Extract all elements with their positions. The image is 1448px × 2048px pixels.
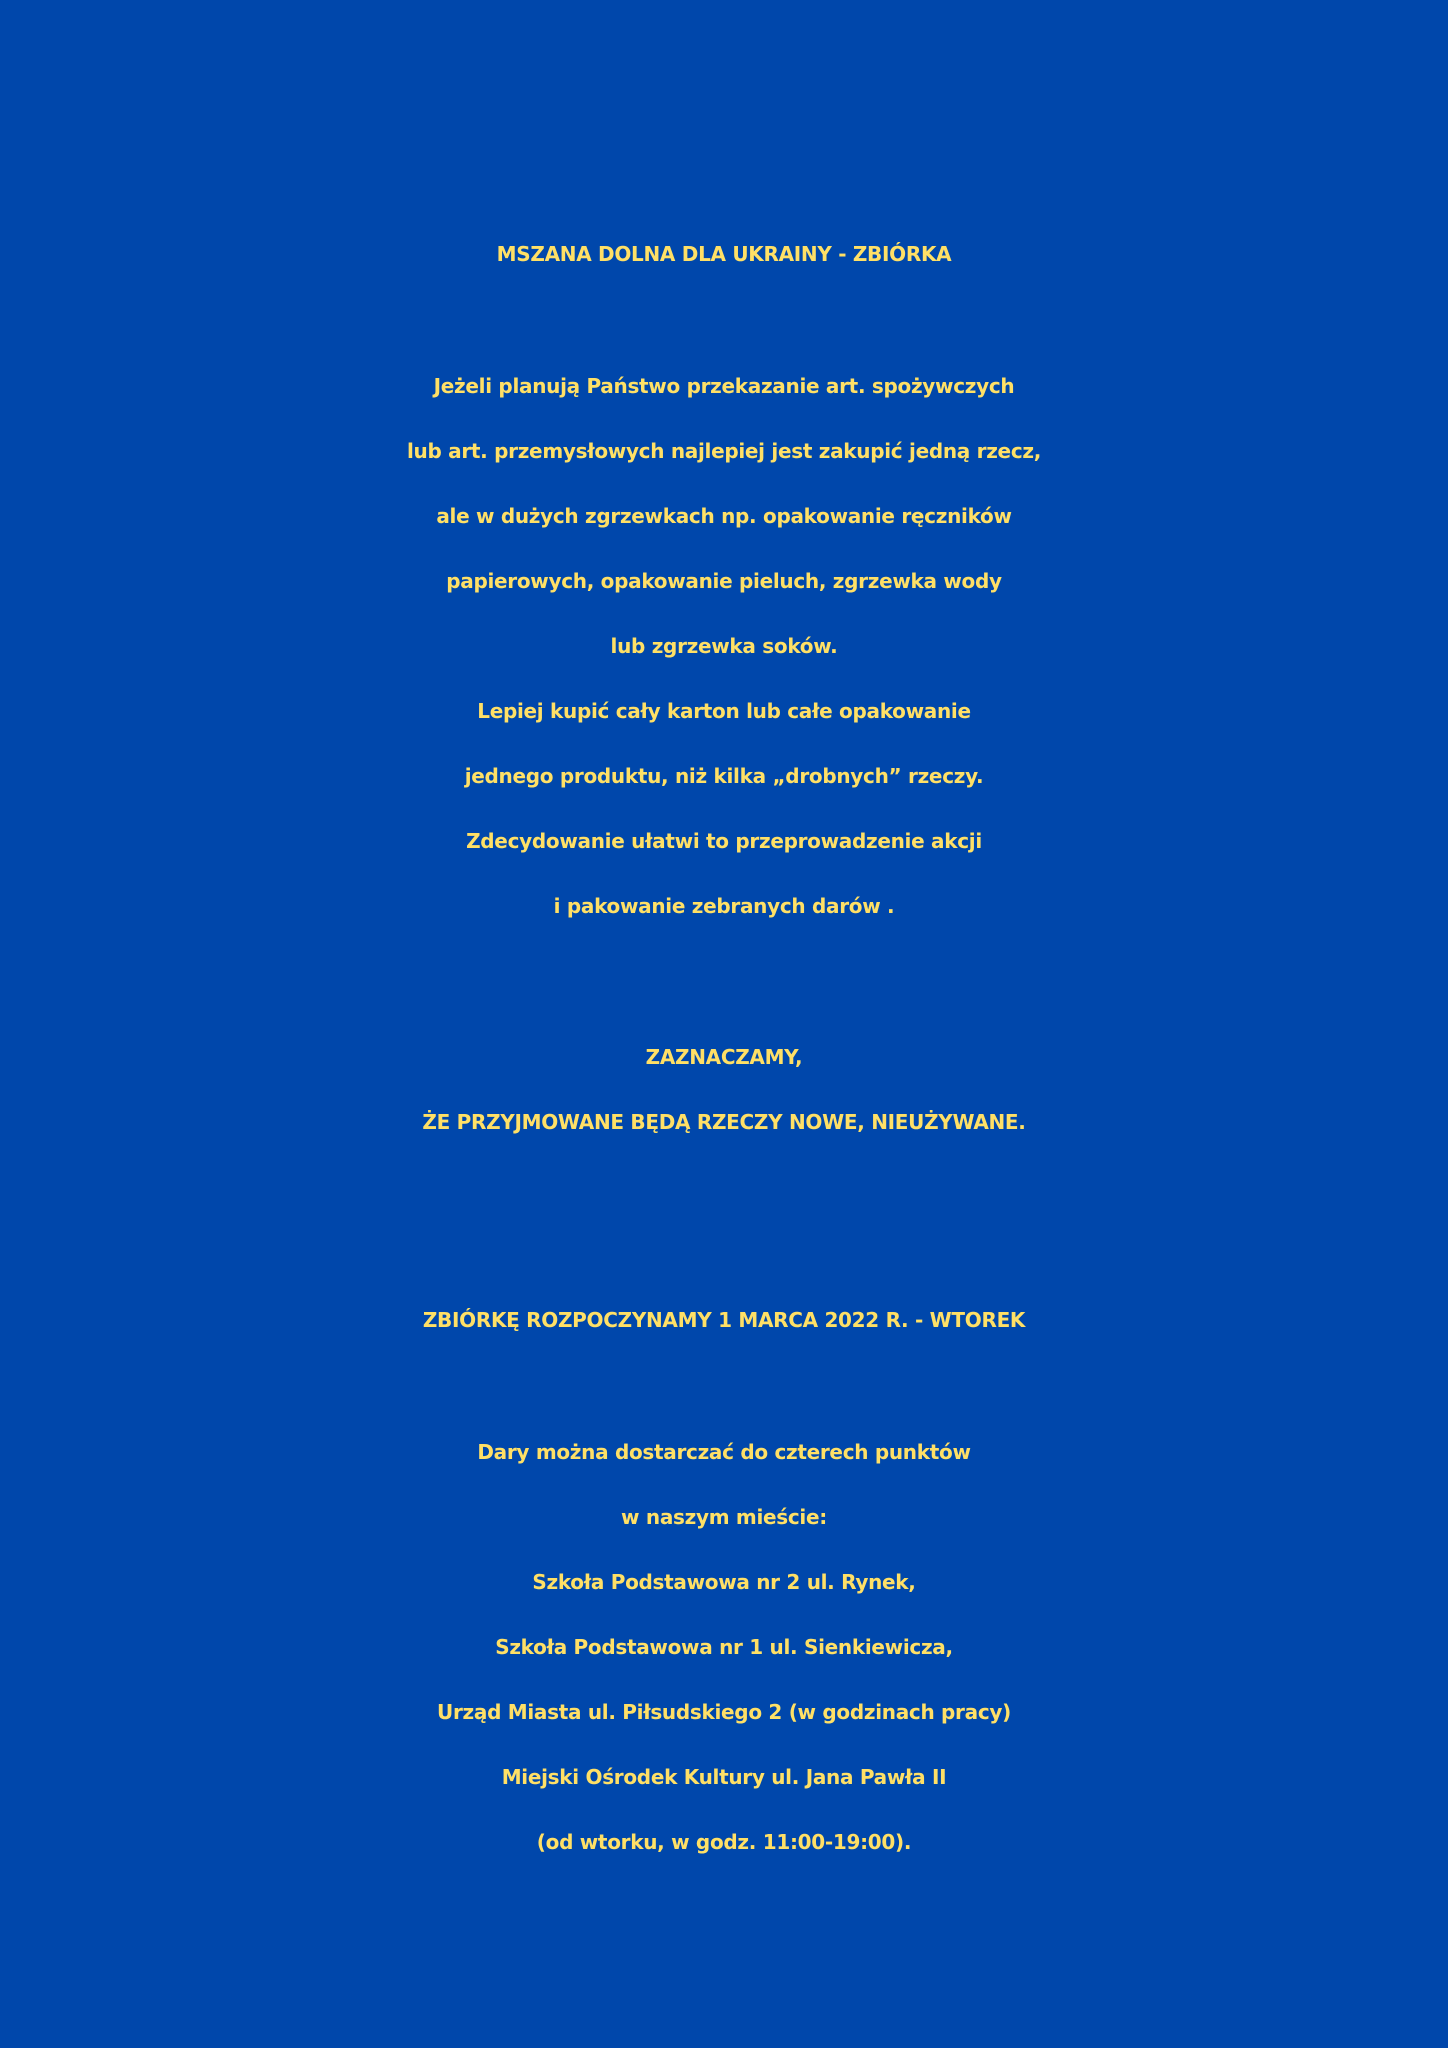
- poster-title: MSZANA DOLNA DLA UKRAINY - ZBIÓRKA: [496, 242, 952, 266]
- locations-line: w naszym mieście:: [621, 1505, 827, 1529]
- locations-line: Szkoła Podstawowa nr 2 ul. Rynek,: [532, 1570, 916, 1594]
- intro-line: ale w dużych zgrzewkach np. opakowanie ręczników: [436, 504, 1012, 528]
- locations-line: Dary można dostarczać do czterech punktów: [477, 1440, 971, 1464]
- intro-line: Zdecydowanie ułatwi to przeprowadzenie akcji: [466, 829, 982, 853]
- locations-line: Urząd Miasta ul. Piłsudskiego 2 (w godzinach pracy): [437, 1700, 1011, 1724]
- intro-line: i pakowanie zebranych darów .: [553, 894, 895, 918]
- locations-line: (od wtorku, w godz. 11:00-19:00).: [536, 1830, 912, 1854]
- intro-line: papierowych, opakowanie pieluch, zgrzewka wody: [446, 569, 1002, 593]
- locations-line: Miejski Ośrodek Kultury ul. Jana Pawła II: [501, 1765, 947, 1789]
- notice-line: ŻE PRZYJMOWANE BĘDĄ RZECZY NOWE, NIEUŻYWANE.: [422, 1110, 1026, 1134]
- intro-line: lub art. przemysłowych najlepiej jest zakupić jedną rzecz,: [406, 439, 1042, 463]
- intro-line: Lepiej kupić cały karton lub całe opakowanie: [477, 699, 971, 723]
- intro-line: jednego produktu, niż kilka „drobnych” rzeczy.: [464, 764, 984, 788]
- intro-line: lub zgrzewka soków.: [610, 634, 838, 658]
- notice-line: ZAZNACZAMY,: [645, 1045, 803, 1069]
- locations-line: Szkoła Podstawowa nr 1 ul. Sienkiewicza,: [495, 1635, 953, 1659]
- intro-line: Jeżeli planują Państwo przekazanie art. spożywczych: [433, 374, 1015, 398]
- start-date: ZBIÓRKĘ ROZPOCZYNAMY 1 MARCA 2022 R. - WTOREK: [422, 1308, 1026, 1332]
